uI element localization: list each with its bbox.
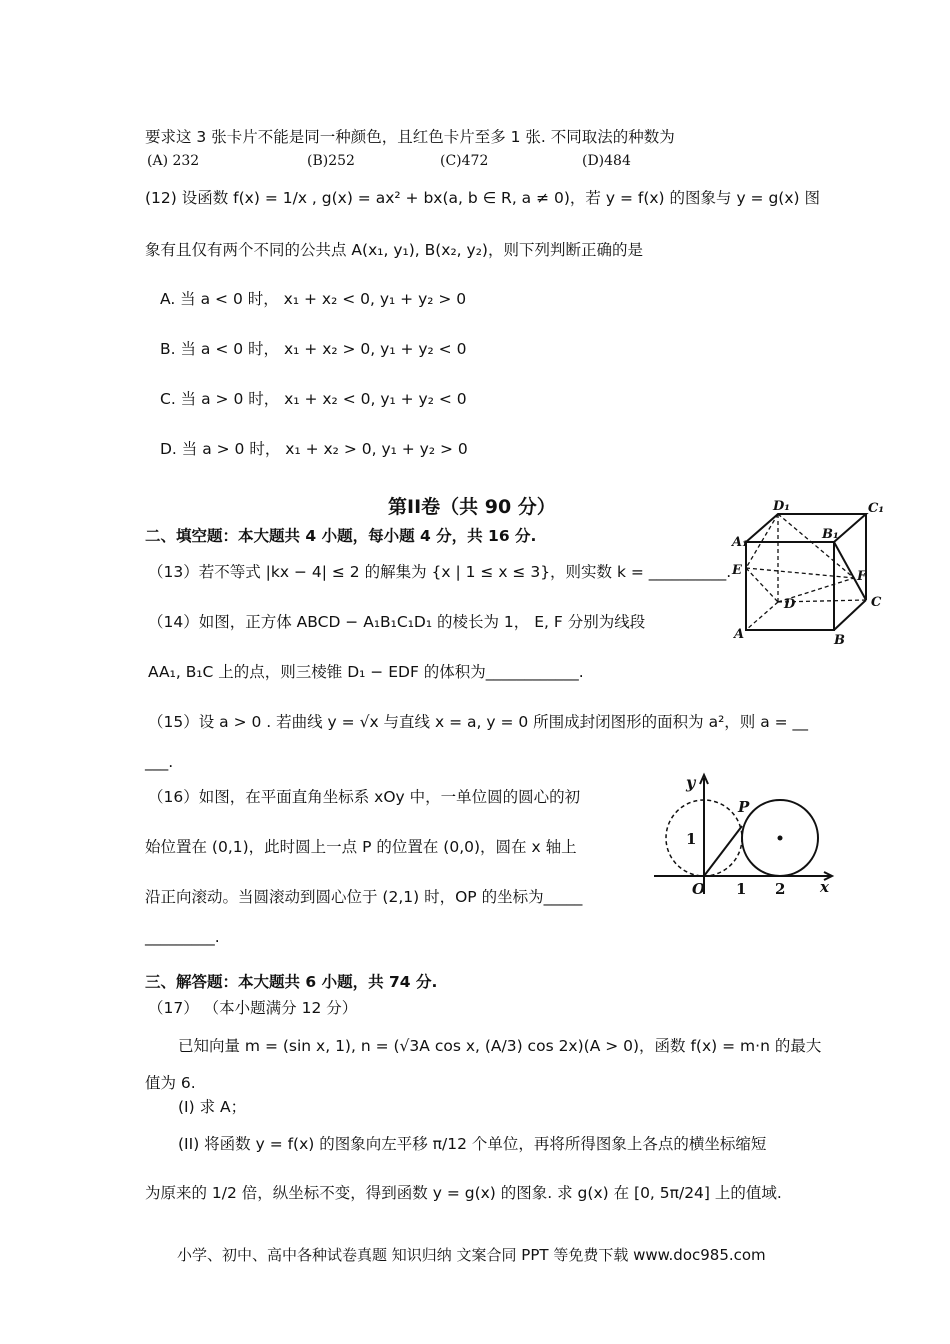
circle-center-dot xyxy=(778,836,783,841)
section2-heading: 二、填空题：本大题共 4 小题，每小题 4 分，共 16 分. xyxy=(145,527,537,545)
q12-stem-line1: (12) 设函数 f(x) = 1/x , g(x) = ax² + bx(a, b ∈ R, a ≠ 0)，若 y = f(x) 的图象与 y = g(x) 图 xyxy=(145,189,820,207)
cube-label-c: C xyxy=(871,595,882,610)
q15-line2: ___. xyxy=(145,753,174,771)
q13: （13）若不等式 |kx − 4| ≤ 2 的解集为 {x | 1 ≤ x ≤ 3}，则实数 k = __________. xyxy=(148,563,732,581)
q17-part2-line2: 为原来的 1/2 倍，纵坐标不变，得到函数 y = g(x) 的图象. 求 g(x) 在 [0, 5π/24] 上的值域. xyxy=(145,1184,782,1202)
tick-label-2: 2 xyxy=(775,880,786,898)
cube-label-e: E xyxy=(732,563,742,578)
q16-line2: 始位置在 (0,1)，此时圆上一点 P 的位置在 (0,0)，圆在 x 轴上 xyxy=(145,838,577,856)
q15-line1: （15）设 a > 0 . 若曲线 y = √x 与直线 x = a, y = 0 所围成封闭图形的面积为 a²，则 a = __ xyxy=(148,713,809,731)
cube-label-b: B xyxy=(834,633,845,646)
q12-stem-line2: 象有且仅有两个不同的公共点 A(x₁, y₁), B(x₂, y₂)，则下列判断正确的是 xyxy=(145,241,643,259)
cube-label-d: D xyxy=(784,597,796,612)
tick-label-y1: 1 xyxy=(686,830,697,848)
tick-label-1: 1 xyxy=(736,880,747,898)
q16-line1: （16）如图，在平面直角坐标系 xOy 中，一单位圆的圆心的初 xyxy=(148,788,581,806)
rolling-circle-figure xyxy=(650,770,840,898)
q12-option-b: B. 当 a < 0 时， x₁ + x₂ > 0, y₁ + y₂ < 0 xyxy=(160,340,467,358)
q14-line1: （14）如图，正方体 ABCD − A₁B₁C₁D₁ 的棱长为 1， E, F 分别为线段 xyxy=(148,613,646,631)
cube-label-a1: A₁ xyxy=(732,535,748,550)
q17-part2-line1: (II) 将函数 y = f(x) 的图象向左平移 π/12 个单位，再将所得图象上各点的横坐标缩短 xyxy=(178,1135,767,1153)
q11-tail: 要求这 3 张卡片不能是同一种颜色，且红色卡片至多 1 张. 不同取法的种数为 xyxy=(145,128,675,146)
q11-option-a: (A) 232 xyxy=(147,153,200,169)
q17-header: （17） （本小题满分 12 分） xyxy=(148,999,358,1017)
q17-stem-line2: 值为 6. xyxy=(145,1074,196,1092)
axis-label-y: y xyxy=(686,773,696,792)
origin-label: O xyxy=(692,880,706,898)
q12-option-c: C. 当 a > 0 时， x₁ + x₂ < 0, y₁ + y₂ < 0 xyxy=(160,390,467,408)
q16-line4: _________. xyxy=(145,928,220,946)
cube-label-a: A xyxy=(734,627,745,642)
q11-option-d: (D)484 xyxy=(582,153,631,169)
q14-line2: AA₁, B₁C 上的点，则三棱锥 D₁ − EDF 的体积为____________. xyxy=(148,663,584,681)
q17-part1: (I) 求 A； xyxy=(178,1098,247,1116)
cube-label-f: F xyxy=(857,569,867,584)
section3-heading: 三、解答题：本大题共 6 小题，共 74 分. xyxy=(145,973,438,991)
q16-line3: 沿正向滚动。当圆滚动到圆心位于 (2,1) 时，OP 的坐标为_____ xyxy=(145,888,583,906)
q11-option-b: (B)252 xyxy=(307,153,355,169)
q17-stem-line1: 已知向量 m = (sin x, 1), n = (√3A cos x, (A/3) cos 2x)(A > 0)，函数 f(x) = m·n 的最大 xyxy=(178,1037,822,1055)
cube-label-d1: D₁ xyxy=(773,499,790,514)
q12-option-a: A. 当 a < 0 时， x₁ + x₂ < 0, y₁ + y₂ > 0 xyxy=(160,290,467,308)
cube-label-c1: C₁ xyxy=(868,501,885,516)
point-label-p: P xyxy=(738,798,750,816)
q11-option-c: (C)472 xyxy=(440,153,489,169)
q12-option-d: D. 当 a > 0 时， x₁ + x₂ > 0, y₁ + y₂ > 0 xyxy=(160,440,468,458)
part2-title: 第II卷（共 90 分） xyxy=(388,496,556,518)
footer-text: 小学、初中、高中各种试卷真题 知识归纳 文案合同 PPT 等免费下载 www.doc985.com xyxy=(177,1246,766,1264)
cube-figure xyxy=(726,498,896,646)
cube-label-b1: B₁ xyxy=(822,527,839,542)
axis-label-x: x xyxy=(820,878,829,896)
